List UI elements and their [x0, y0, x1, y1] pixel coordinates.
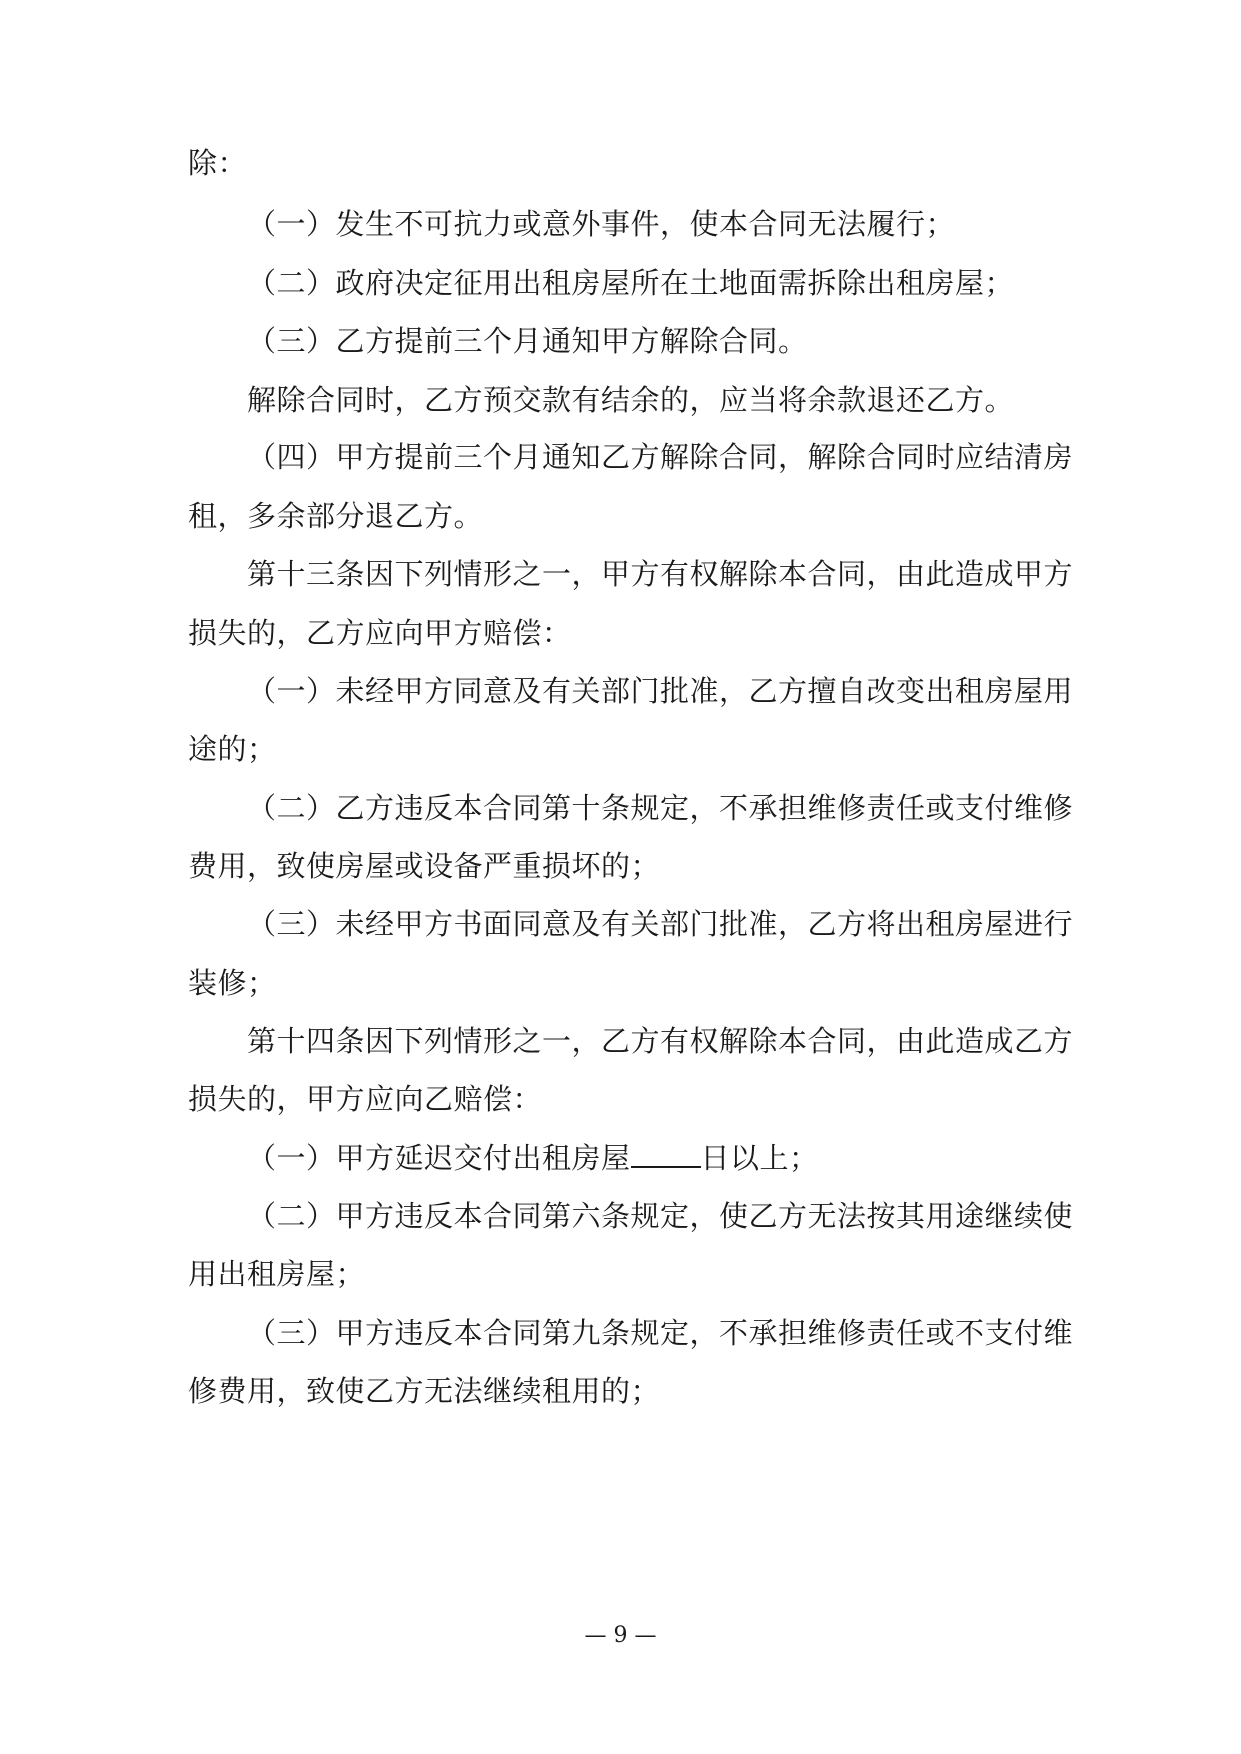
- text-line: 用出租房屋；: [188, 1257, 366, 1291]
- text-line: （三）未经甲方书面同意及有关部门批准，乙方将出租房屋进行: [247, 907, 1074, 941]
- text-line: 租，多余部分退乙方。: [188, 499, 484, 533]
- text-line: （一）未经甲方同意及有关部门批准，乙方擅自改变出租房屋用: [247, 674, 1074, 708]
- text-line: 解除合同时，乙方预交款有结余的，应当将余款退还乙方。: [247, 383, 1015, 417]
- text-line: （二）政府决定征用出租房屋所在土地面需拆除出租房屋；: [247, 266, 1015, 300]
- text-line: 修费用，致使乙方无法继续租用的；: [188, 1374, 661, 1408]
- text-line: 损失的，甲方应向乙赔偿：: [188, 1082, 543, 1116]
- fill-in-blank: [631, 1138, 701, 1168]
- text-line: （二）乙方违反本合同第十条规定，不承担维修责任或支付维修: [247, 791, 1074, 825]
- text-line: （一）发生不可抗力或意外事件，使本合同无法履行；: [247, 207, 956, 241]
- text-line: （三）乙方提前三个月通知甲方解除合同。: [247, 324, 808, 358]
- text-line: （二）甲方违反本合同第六条规定，使乙方无法按其用途继续使: [247, 1199, 1074, 1233]
- text-line: 第十四条因下列情形之一，乙方有权解除本合同，由此造成乙方: [247, 1024, 1074, 1058]
- page-number: — 9 —: [584, 1623, 657, 1648]
- text-segment: 日以上；: [700, 1141, 819, 1175]
- text-line: （四）甲方提前三个月通知乙方解除合同，解除合同时应结清房: [247, 440, 1074, 474]
- text-line: [247, 1138, 819, 1178]
- text-line: 第十三条因下列情形之一，甲方有权解除本合同，由此造成甲方: [247, 557, 1074, 591]
- text-line: 损失的，乙方应向甲方赔偿：: [188, 616, 572, 650]
- text-line: 装修；: [188, 966, 277, 1000]
- text-line: 费用，致使房屋或设备严重损坏的；: [188, 849, 661, 883]
- text-line: 除：: [188, 146, 248, 180]
- text-line: （三）甲方违反本合同第九条规定，不承担维修责任或不支付维: [247, 1316, 1074, 1350]
- text-segment: （一）甲方延迟交付出租房屋: [247, 1141, 631, 1175]
- text-line: 途的；: [188, 732, 277, 766]
